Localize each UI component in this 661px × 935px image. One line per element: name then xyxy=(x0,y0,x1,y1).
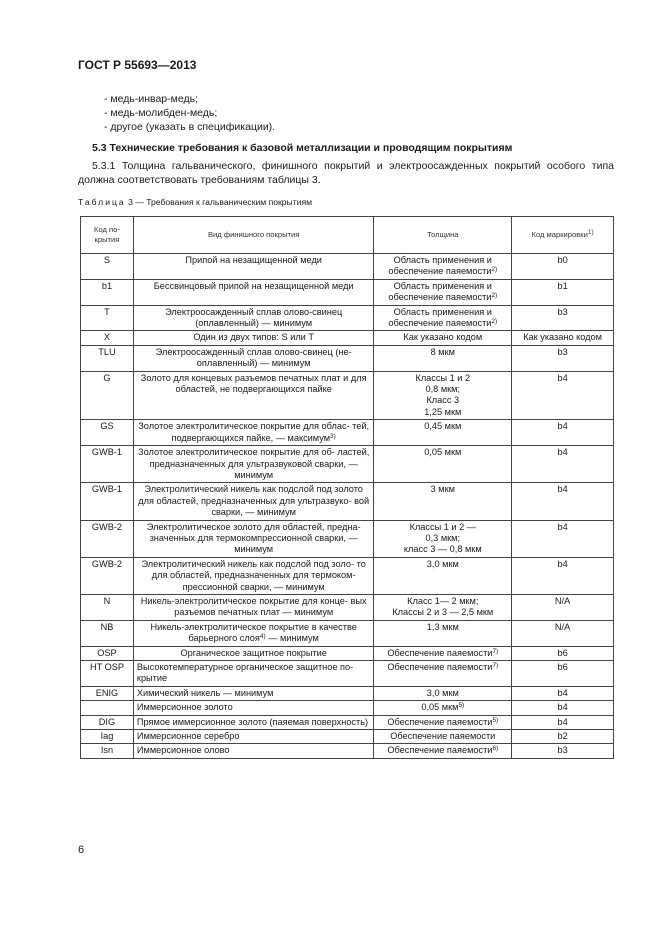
thickness-text: Область применения и обеспечение паяемости xyxy=(388,306,492,329)
code-text: ENIG xyxy=(95,687,119,698)
cell-code xyxy=(81,730,134,744)
cell-thickness xyxy=(374,701,512,715)
cell-marking xyxy=(512,305,614,331)
code-text: OSP xyxy=(97,647,117,658)
marking-text: b4 xyxy=(557,702,568,713)
marking-text: b3 xyxy=(557,745,568,756)
table-row xyxy=(81,420,614,446)
table-row xyxy=(81,594,614,620)
section-title: 5.3 Технические требования к базовой металлизации и проводящим покрытиям xyxy=(92,142,513,154)
kind-text: Один из двух типов: S или T xyxy=(193,332,314,343)
cell-code xyxy=(81,744,134,758)
marking-text: N/A xyxy=(554,621,571,632)
table-row xyxy=(81,646,614,660)
cell-kind xyxy=(133,305,374,331)
thickness-text: 3,0 мкм xyxy=(426,687,459,698)
table-row xyxy=(81,371,614,420)
table-row xyxy=(81,557,614,594)
table-row xyxy=(81,744,614,758)
cell-code xyxy=(81,661,134,687)
marking-text: b3 xyxy=(557,346,568,357)
cell-kind xyxy=(133,730,374,744)
thickness-text: Обеспечение паяемости xyxy=(387,662,493,672)
footnote-ref: 2) xyxy=(491,292,498,300)
kind-text: Никель-электролитическое покрытие в качестве барьерного слоя xyxy=(150,621,357,644)
kind-text: Электролитический никель как подслой под золото для областей, предназначенных для ультразвуко- вой сварки, — минимум xyxy=(138,484,370,518)
table-row xyxy=(81,331,614,345)
thickness-text: 0,05 мкм xyxy=(421,702,459,713)
thickness-line: 0,3 мкм; xyxy=(425,532,461,543)
marking-text: b6 xyxy=(557,647,568,658)
kind-text-after: — минимум xyxy=(265,633,319,644)
thickness-text: Обеспечение паяемости xyxy=(387,647,493,658)
header-marking xyxy=(512,217,614,254)
header-marking-text: Код маркировки xyxy=(531,230,588,239)
table-row xyxy=(81,701,614,715)
cell-marking xyxy=(512,420,614,446)
cell-kind xyxy=(133,279,374,305)
thickness-line: Класс 1— 2 мкм; xyxy=(407,595,479,606)
cell-thickness xyxy=(374,254,512,280)
cell-marking xyxy=(512,620,614,646)
cell-thickness xyxy=(374,279,512,305)
kind-text: Электроосажденный сплав олово-свинец (оплавленный) — минимум xyxy=(165,306,343,329)
thickness-line: Классы 2 и 3 — 2,5 мкм xyxy=(392,607,494,618)
cell-kind xyxy=(133,420,374,446)
cell-thickness xyxy=(374,661,512,687)
cell-kind xyxy=(133,620,374,646)
cell-kind xyxy=(133,371,374,420)
cell-thickness xyxy=(374,557,512,594)
paragraph-5-3-1: 5.3.1 Толщина гальванического, финишного покрытий и электроосажденных покрытий особого типа должна соответствовать требованиям таблицы 3. xyxy=(78,160,614,186)
table-row xyxy=(81,686,614,700)
table-caption-label: Таблица xyxy=(78,197,126,207)
code-text: DIG xyxy=(98,716,116,727)
cell-marking xyxy=(512,371,614,420)
marking-text: b2 xyxy=(557,731,568,742)
thickness-text: 3,0 мкм xyxy=(426,558,459,569)
table-row xyxy=(81,661,614,687)
cell-code xyxy=(81,483,134,520)
footnote-ref: 5) xyxy=(458,702,465,710)
marking-text: b4 xyxy=(557,521,568,532)
cell-thickness xyxy=(374,483,512,520)
marking-text: b4 xyxy=(557,716,568,727)
code-text: NB xyxy=(100,621,114,632)
cell-thickness xyxy=(374,520,512,557)
marking-text: b4 xyxy=(557,447,568,458)
marking-text: b4 xyxy=(557,558,568,569)
marking-text: N/A xyxy=(554,595,571,606)
header-marking-footnote: 1) xyxy=(587,229,594,236)
footnote-ref: 6) xyxy=(492,745,499,753)
cell-thickness xyxy=(374,420,512,446)
cell-kind xyxy=(133,646,374,660)
header-kind: Вид финишного покрытия xyxy=(133,217,374,254)
cell-marking xyxy=(512,701,614,715)
kind-text: Золотое электролитическое покрытие для об- ластей, предназначенных для ультразвуковой сварки, — минимум xyxy=(138,447,370,480)
thickness-line: Класс 3 xyxy=(426,395,460,406)
cell-kind xyxy=(133,661,374,687)
code-text: S xyxy=(103,255,111,265)
marking-text: b1 xyxy=(557,280,568,291)
thickness-text: 0,05 мкм xyxy=(424,447,462,458)
thickness-text: Область применения и обеспечение паяемости xyxy=(388,280,492,303)
cell-code xyxy=(81,331,134,345)
cell-kind xyxy=(133,557,374,594)
cell-marking xyxy=(512,254,614,280)
table-row xyxy=(81,620,614,646)
thickness-text: Область применения и обеспечение паяемости xyxy=(388,255,492,277)
cell-kind xyxy=(133,483,374,520)
cell-code xyxy=(81,646,134,660)
cell-kind xyxy=(133,594,374,620)
cell-marking xyxy=(512,646,614,660)
cell-thickness xyxy=(374,730,512,744)
cell-marking xyxy=(512,686,614,700)
kind-text: Золото для концевых разъемов печатных плат и для областей, не подвергающихся пайке xyxy=(140,372,367,395)
thickness-text: 0,45 мкм xyxy=(424,421,462,432)
code-text: G xyxy=(103,372,111,383)
code-text: X xyxy=(103,332,111,343)
code-text: b1 xyxy=(101,280,113,291)
kind-text: Высокотемпературное органическое защитное по- крытие xyxy=(136,662,354,684)
cell-thickness xyxy=(374,331,512,345)
thickness-text: Обеспечение паяемости xyxy=(390,731,496,742)
cell-thickness xyxy=(374,371,512,420)
cell-code xyxy=(81,345,134,371)
marking-text: Как указано кодом xyxy=(523,332,602,343)
cell-thickness xyxy=(374,744,512,758)
table-row xyxy=(81,345,614,371)
marking-text: b4 xyxy=(557,484,568,495)
cell-thickness xyxy=(374,620,512,646)
thickness-text: 1,3 мкм xyxy=(426,621,459,632)
cell-code xyxy=(81,557,134,594)
cell-kind xyxy=(133,686,374,700)
table-caption-text: — Требования к гальваническим покрытиям xyxy=(132,197,313,207)
thickness-line: 0,8 мкм; xyxy=(425,384,461,395)
thickness-line: Классы 1 и 2 — xyxy=(409,521,476,532)
code-text: N xyxy=(103,595,111,606)
code-text: GWB-1 xyxy=(91,447,123,458)
cell-code xyxy=(81,701,134,715)
table-row xyxy=(81,446,614,483)
table-header-row xyxy=(81,217,614,254)
thickness-text: 8 мкм xyxy=(430,346,455,357)
table-row xyxy=(81,254,614,280)
table-row xyxy=(81,279,614,305)
footnote-ref: 7) xyxy=(492,647,499,655)
document-code: ГОСТ Р 55693—2013 xyxy=(78,58,197,72)
thickness-text: Обеспечение паяемости xyxy=(387,745,493,756)
list-item: - другое (указать в спецификации). xyxy=(104,121,276,133)
footnote-ref: 3) xyxy=(330,432,336,440)
cell-marking xyxy=(512,345,614,371)
kind-text: Электролитическое золото для областей, предна- значенных для термокомпрессионной сварки, — минимум xyxy=(146,521,361,555)
kind-text: Иммерсионное золото xyxy=(136,702,233,713)
footnote-ref: 2) xyxy=(491,318,498,326)
cell-code xyxy=(81,620,134,646)
cell-thickness xyxy=(374,715,512,729)
material-list xyxy=(104,92,275,134)
cell-marking xyxy=(512,661,614,687)
list-item: - медь-инвар-медь; xyxy=(104,93,198,105)
kind-text: Химический никель — минимум xyxy=(136,687,274,698)
kind-text: Золотое электролитическое покрытие для облас- тей, подвергающихся пайке, — максимум xyxy=(138,421,370,443)
code-text: GS xyxy=(100,421,114,432)
cell-marking xyxy=(512,331,614,345)
cell-code xyxy=(81,446,134,483)
footnote-ref: 2) xyxy=(491,266,498,274)
cell-marking xyxy=(512,730,614,744)
cell-code xyxy=(81,305,134,331)
cell-marking xyxy=(512,520,614,557)
cell-code xyxy=(81,254,134,280)
cell-thickness xyxy=(374,686,512,700)
cell-code xyxy=(81,594,134,620)
table-row xyxy=(81,715,614,729)
thickness-line: 1,25 мкм xyxy=(424,406,462,417)
footnote-ref: 5) xyxy=(492,716,499,724)
cell-marking xyxy=(512,715,614,729)
cell-kind xyxy=(133,520,374,557)
code-text: T xyxy=(104,306,110,317)
kind-text: Иммерсионное серебро xyxy=(136,731,240,742)
kind-text: Припой на незащищенной меди xyxy=(185,255,322,265)
marking-text: b3 xyxy=(557,306,568,317)
cell-marking xyxy=(512,594,614,620)
cell-code xyxy=(81,715,134,729)
table-row xyxy=(81,305,614,331)
cell-kind xyxy=(133,446,374,483)
marking-text: b4 xyxy=(557,372,568,383)
table-caption-number: 3 xyxy=(128,197,133,207)
thickness-text: Обеспечение паяемости xyxy=(387,716,493,727)
cell-marking xyxy=(512,279,614,305)
code-text: GWB-2 xyxy=(91,521,123,532)
list-item: - медь-молибден-медь; xyxy=(104,107,218,119)
cell-code xyxy=(81,420,134,446)
code-text: GWB-1 xyxy=(91,484,123,495)
cell-code xyxy=(81,371,134,420)
kind-text: Электроосажденный сплав олово-свинец (не- оплавленный) — минимум xyxy=(155,346,352,369)
cell-kind xyxy=(133,254,374,280)
kind-text: Никель-электролитическое покрытие для конце- вых разъемов печатных плат — минимум xyxy=(140,595,367,618)
code-text: TLU xyxy=(98,346,116,357)
coatings-table xyxy=(80,216,614,759)
cell-marking xyxy=(512,446,614,483)
cell-kind xyxy=(133,345,374,371)
marking-text: b6 xyxy=(557,662,568,672)
code-text: Iag xyxy=(100,731,114,742)
kind-text: Бессвинцовый припой на незащищенной меди xyxy=(153,280,354,291)
header-thickness: Толщина xyxy=(374,217,512,254)
kind-text: Иммерсионное олово xyxy=(136,745,230,756)
cell-marking xyxy=(512,483,614,520)
cell-thickness xyxy=(374,594,512,620)
cell-kind xyxy=(133,744,374,758)
cell-marking xyxy=(512,744,614,758)
marking-text: b0 xyxy=(557,255,568,265)
code-text: HT OSP xyxy=(89,662,124,672)
marking-text: b4 xyxy=(557,421,568,432)
cell-thickness xyxy=(374,446,512,483)
thickness-text: Как указано кодом xyxy=(403,332,483,343)
table-row xyxy=(81,730,614,744)
cell-thickness xyxy=(374,646,512,660)
cell-marking xyxy=(512,557,614,594)
cell-thickness xyxy=(374,345,512,371)
kind-text: Органическое защитное покрытие xyxy=(180,647,327,658)
kind-text: Прямое иммерсионное золото (паяемая поверхность) xyxy=(136,716,369,727)
cell-thickness xyxy=(374,305,512,331)
table-body xyxy=(81,254,614,759)
footnote-ref: 4) xyxy=(259,633,266,641)
page-number: 6 xyxy=(78,844,85,856)
table-row xyxy=(81,520,614,557)
cell-kind xyxy=(133,331,374,345)
cell-code xyxy=(81,279,134,305)
cell-code xyxy=(81,520,134,557)
table-row xyxy=(81,483,614,520)
cell-code xyxy=(81,686,134,700)
cell-kind xyxy=(133,715,374,729)
code-text: Isn xyxy=(100,745,114,756)
kind-text: Электролитический никель как подслой под золо- то для областей, предназначенных для термоком- прессионной сварки, — минимум xyxy=(141,558,366,592)
thickness-line: Классы 1 и 2 xyxy=(415,372,471,383)
header-code: Код по- крытия xyxy=(81,217,134,254)
thickness-line: класс 3 — 0,8 мкм xyxy=(403,544,482,555)
code-text: GWB-2 xyxy=(91,558,123,569)
marking-text: b4 xyxy=(557,687,568,698)
footnote-ref: 7) xyxy=(492,662,499,669)
cell-kind xyxy=(133,701,374,715)
table-caption xyxy=(78,197,312,207)
thickness-text: 3 мкм xyxy=(430,484,455,495)
